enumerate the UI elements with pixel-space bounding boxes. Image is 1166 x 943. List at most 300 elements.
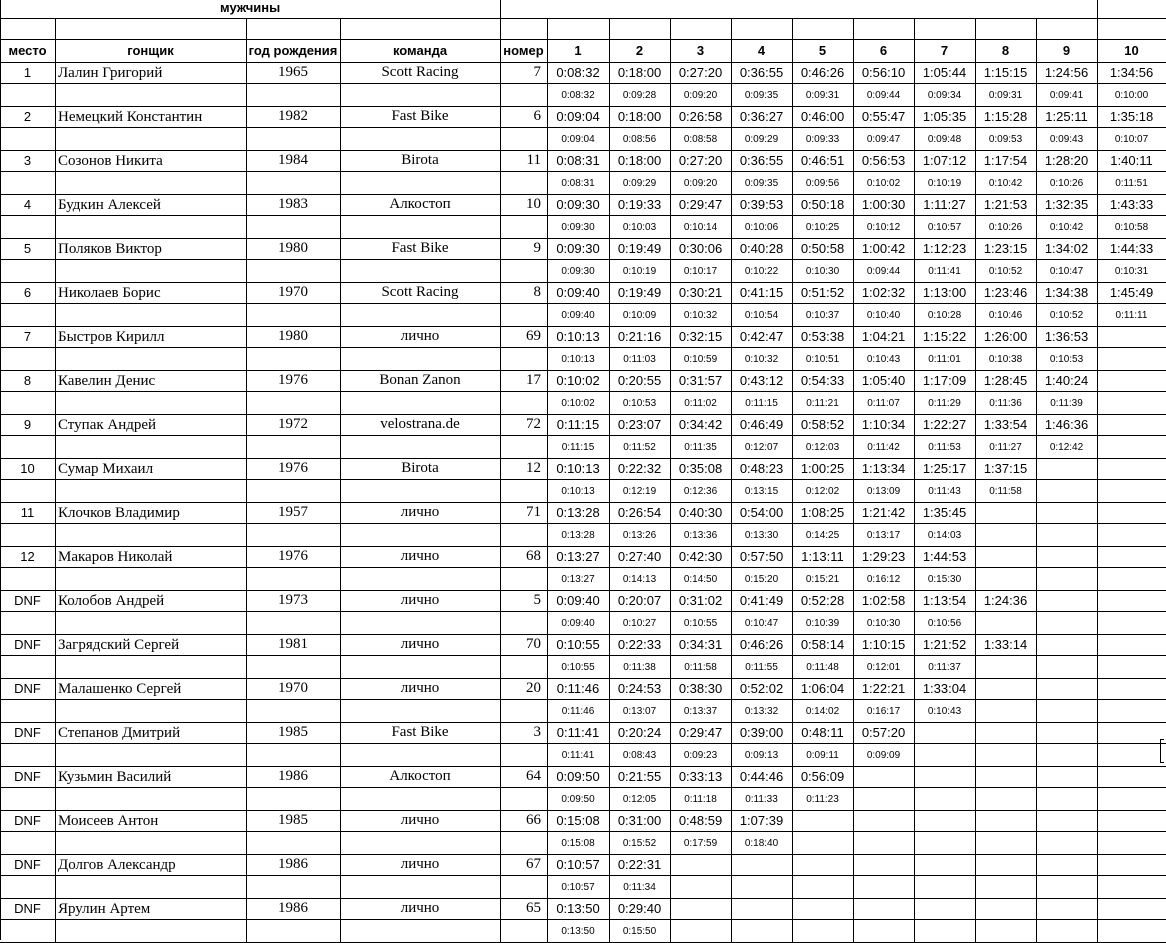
sheet-title[interactable]	[0, 0, 501, 19]
empty-cell[interactable]	[55, 436, 247, 459]
lap-time-cell[interactable]	[609, 84, 671, 107]
empty-cell[interactable]	[914, 899, 976, 920]
team-cell[interactable]	[340, 811, 501, 832]
header-lap[interactable]	[1036, 40, 1098, 63]
empty-cell[interactable]	[975, 788, 1037, 811]
empty-cell[interactable]	[914, 876, 976, 899]
place-cell[interactable]	[0, 371, 56, 392]
cumulative-time-cell[interactable]	[1097, 63, 1166, 84]
lap-time-cell[interactable]	[731, 436, 793, 459]
empty-cell[interactable]	[500, 524, 548, 547]
number-cell[interactable]	[500, 371, 548, 392]
lap-time-cell[interactable]	[914, 568, 976, 591]
cumulative-time-cell[interactable]	[547, 327, 610, 348]
lap-time-cell[interactable]	[670, 84, 732, 107]
cumulative-time-cell[interactable]	[1036, 371, 1098, 392]
cumulative-time-cell[interactable]	[731, 107, 793, 128]
lap-time-cell[interactable]	[853, 744, 915, 767]
empty-cell[interactable]	[340, 260, 501, 283]
empty-cell[interactable]	[340, 304, 501, 327]
cumulative-time-cell[interactable]	[914, 635, 976, 656]
empty-cell[interactable]	[853, 855, 915, 876]
empty-cell[interactable]	[914, 723, 976, 744]
lap-time-cell[interactable]	[670, 304, 732, 327]
lap-time-cell[interactable]	[670, 128, 732, 151]
lap-time-cell[interactable]	[731, 656, 793, 679]
empty-cell[interactable]	[340, 436, 501, 459]
cumulative-time-cell[interactable]	[853, 547, 915, 568]
empty-cell[interactable]	[55, 612, 247, 635]
birth-year-cell[interactable]	[246, 591, 341, 612]
birth-year-cell[interactable]	[246, 371, 341, 392]
empty-cell[interactable]	[0, 216, 56, 239]
empty-cell[interactable]	[0, 260, 56, 283]
cumulative-time-cell[interactable]	[670, 591, 732, 612]
empty-cell[interactable]	[792, 832, 854, 855]
empty-cell[interactable]	[914, 855, 976, 876]
empty-cell[interactable]	[792, 899, 854, 920]
empty-cell[interactable]	[1097, 392, 1166, 415]
lap-time-cell[interactable]	[1036, 172, 1098, 195]
empty-cell[interactable]	[55, 524, 247, 547]
lap-time-cell[interactable]	[731, 304, 793, 327]
empty-cell[interactable]	[500, 172, 548, 195]
empty-cell[interactable]	[731, 855, 793, 876]
lap-time-cell[interactable]	[731, 216, 793, 239]
birth-year-cell[interactable]	[246, 195, 341, 216]
empty-cell[interactable]	[853, 899, 915, 920]
empty-cell[interactable]	[975, 656, 1037, 679]
empty-cell[interactable]	[1036, 480, 1098, 503]
empty-cell[interactable]	[340, 348, 501, 371]
empty-cell[interactable]	[55, 260, 247, 283]
lap-time-cell[interactable]	[609, 568, 671, 591]
lap-time-cell[interactable]	[731, 392, 793, 415]
cumulative-time-cell[interactable]	[670, 415, 732, 436]
lap-time-cell[interactable]	[547, 876, 610, 899]
cumulative-time-cell[interactable]	[792, 767, 854, 788]
empty-cell[interactable]	[975, 855, 1037, 876]
empty-cell[interactable]	[55, 84, 247, 107]
cumulative-time-cell[interactable]	[792, 239, 854, 260]
cumulative-time-cell[interactable]	[853, 723, 915, 744]
empty-cell[interactable]	[340, 876, 501, 899]
cumulative-time-cell[interactable]	[731, 195, 793, 216]
lap-time-cell[interactable]	[547, 656, 610, 679]
lap-time-cell[interactable]	[914, 304, 976, 327]
cumulative-time-cell[interactable]	[609, 151, 671, 172]
empty-cell[interactable]	[731, 899, 793, 920]
cumulative-time-cell[interactable]	[914, 195, 976, 216]
lap-time-cell[interactable]	[731, 172, 793, 195]
cumulative-time-cell[interactable]	[670, 63, 732, 84]
empty-cell[interactable]	[0, 656, 56, 679]
lap-time-cell[interactable]	[670, 744, 732, 767]
cumulative-time-cell[interactable]	[731, 811, 793, 832]
spacer-cell[interactable]	[0, 19, 56, 40]
birth-year-cell[interactable]	[246, 723, 341, 744]
empty-cell[interactable]	[853, 788, 915, 811]
empty-cell[interactable]	[1036, 767, 1098, 788]
empty-cell[interactable]	[975, 876, 1037, 899]
empty-cell[interactable]	[500, 84, 548, 107]
empty-cell[interactable]	[1036, 612, 1098, 635]
lap-time-cell[interactable]	[609, 524, 671, 547]
empty-cell[interactable]	[340, 216, 501, 239]
lap-time-cell[interactable]	[609, 436, 671, 459]
lap-time-cell[interactable]	[792, 656, 854, 679]
number-cell[interactable]	[500, 459, 548, 480]
number-cell[interactable]	[500, 679, 548, 700]
lap-time-cell[interactable]	[914, 524, 976, 547]
cumulative-time-cell[interactable]	[670, 283, 732, 304]
empty-cell[interactable]	[1097, 591, 1166, 612]
cumulative-time-cell[interactable]	[1036, 283, 1098, 304]
cumulative-time-cell[interactable]	[547, 415, 610, 436]
empty-cell[interactable]	[500, 568, 548, 591]
cumulative-time-cell[interactable]	[609, 415, 671, 436]
empty-cell[interactable]	[246, 568, 341, 591]
team-cell[interactable]	[340, 767, 501, 788]
team-cell[interactable]	[340, 723, 501, 744]
empty-cell[interactable]	[1036, 547, 1098, 568]
empty-cell[interactable]	[340, 568, 501, 591]
empty-cell[interactable]	[500, 348, 548, 371]
lap-time-cell[interactable]	[1036, 128, 1098, 151]
cumulative-time-cell[interactable]	[609, 327, 671, 348]
empty-cell[interactable]	[55, 832, 247, 855]
lap-time-cell[interactable]	[609, 128, 671, 151]
empty-cell[interactable]	[1097, 547, 1166, 568]
cumulative-time-cell[interactable]	[731, 547, 793, 568]
lap-time-cell[interactable]	[792, 304, 854, 327]
lap-time-cell[interactable]	[547, 84, 610, 107]
lap-time-cell[interactable]	[731, 348, 793, 371]
empty-cell[interactable]	[340, 524, 501, 547]
empty-cell[interactable]	[1036, 876, 1098, 899]
cumulative-time-cell[interactable]	[731, 151, 793, 172]
empty-cell[interactable]	[1097, 700, 1166, 723]
empty-cell[interactable]	[975, 503, 1037, 524]
empty-cell[interactable]	[246, 260, 341, 283]
empty-cell[interactable]	[1036, 459, 1098, 480]
cumulative-time-cell[interactable]	[547, 283, 610, 304]
cumulative-time-cell[interactable]	[792, 283, 854, 304]
lap-time-cell[interactable]	[792, 172, 854, 195]
cumulative-time-cell[interactable]	[853, 591, 915, 612]
empty-cell[interactable]	[1097, 327, 1166, 348]
cumulative-time-cell[interactable]	[670, 503, 732, 524]
empty-cell[interactable]	[246, 172, 341, 195]
spacer-cell[interactable]	[1036, 19, 1098, 40]
cumulative-time-cell[interactable]	[731, 283, 793, 304]
header-lap[interactable]	[914, 40, 976, 63]
empty-cell[interactable]	[1036, 591, 1098, 612]
place-cell[interactable]	[0, 811, 56, 832]
cumulative-time-cell[interactable]	[670, 459, 732, 480]
empty-cell[interactable]	[1097, 811, 1166, 832]
empty-cell[interactable]	[55, 172, 247, 195]
cumulative-time-cell[interactable]	[975, 151, 1037, 172]
cumulative-time-cell[interactable]	[1036, 415, 1098, 436]
number-cell[interactable]	[500, 195, 548, 216]
cumulative-time-cell[interactable]	[853, 63, 915, 84]
lap-time-cell[interactable]	[914, 436, 976, 459]
birth-year-cell[interactable]	[246, 63, 341, 84]
cumulative-time-cell[interactable]	[914, 327, 976, 348]
empty-cell[interactable]	[1036, 744, 1098, 767]
empty-cell[interactable]	[500, 128, 548, 151]
birth-year-cell[interactable]	[246, 547, 341, 568]
empty-cell[interactable]	[246, 304, 341, 327]
empty-cell[interactable]	[55, 744, 247, 767]
lap-time-cell[interactable]	[853, 612, 915, 635]
lap-time-cell[interactable]	[1097, 260, 1166, 283]
rider-name-cell[interactable]	[55, 63, 247, 84]
empty-cell[interactable]	[246, 524, 341, 547]
lap-time-cell[interactable]	[547, 172, 610, 195]
lap-time-cell[interactable]	[547, 436, 610, 459]
empty-cell[interactable]	[975, 832, 1037, 855]
cumulative-time-cell[interactable]	[731, 723, 793, 744]
lap-time-cell[interactable]	[1036, 348, 1098, 371]
header-lap[interactable]	[670, 40, 732, 63]
cumulative-time-cell[interactable]	[731, 459, 793, 480]
team-cell[interactable]	[340, 239, 501, 260]
lap-time-cell[interactable]	[853, 480, 915, 503]
cumulative-time-cell[interactable]	[670, 107, 732, 128]
empty-cell[interactable]	[340, 84, 501, 107]
lap-time-cell[interactable]	[853, 700, 915, 723]
birth-year-cell[interactable]	[246, 327, 341, 348]
empty-cell[interactable]	[1036, 700, 1098, 723]
birth-year-cell[interactable]	[246, 811, 341, 832]
spacer-cell[interactable]	[975, 19, 1037, 40]
cumulative-time-cell[interactable]	[1036, 107, 1098, 128]
empty-cell[interactable]	[500, 304, 548, 327]
cumulative-time-cell[interactable]	[670, 635, 732, 656]
place-cell[interactable]	[0, 855, 56, 876]
cumulative-time-cell[interactable]	[792, 63, 854, 84]
header-birth-year[interactable]	[246, 40, 341, 63]
empty-cell[interactable]	[340, 480, 501, 503]
cumulative-time-cell[interactable]	[1097, 151, 1166, 172]
lap-time-cell[interactable]	[670, 348, 732, 371]
cumulative-time-cell[interactable]	[731, 679, 793, 700]
cumulative-time-cell[interactable]	[853, 503, 915, 524]
spacer-cell[interactable]	[55, 19, 247, 40]
empty-cell[interactable]	[792, 811, 854, 832]
empty-cell[interactable]	[0, 832, 56, 855]
cumulative-time-cell[interactable]	[1097, 239, 1166, 260]
empty-cell[interactable]	[55, 128, 247, 151]
lap-time-cell[interactable]	[547, 612, 610, 635]
empty-cell[interactable]	[792, 876, 854, 899]
empty-cell[interactable]	[1097, 459, 1166, 480]
empty-cell[interactable]	[500, 260, 548, 283]
empty-cell[interactable]	[853, 876, 915, 899]
cumulative-time-cell[interactable]	[731, 327, 793, 348]
cumulative-time-cell[interactable]	[547, 767, 610, 788]
lap-time-cell[interactable]	[731, 568, 793, 591]
header-rider[interactable]	[55, 40, 247, 63]
birth-year-cell[interactable]	[246, 283, 341, 304]
cumulative-time-cell[interactable]	[609, 195, 671, 216]
cumulative-time-cell[interactable]	[1097, 283, 1166, 304]
cumulative-time-cell[interactable]	[547, 679, 610, 700]
lap-time-cell[interactable]	[547, 700, 610, 723]
cumulative-time-cell[interactable]	[853, 239, 915, 260]
lap-time-cell[interactable]	[792, 700, 854, 723]
cumulative-time-cell[interactable]	[792, 415, 854, 436]
lap-time-cell[interactable]	[609, 612, 671, 635]
empty-cell[interactable]	[55, 216, 247, 239]
empty-cell[interactable]	[246, 436, 341, 459]
place-cell[interactable]	[0, 151, 56, 172]
lap-time-cell[interactable]	[609, 656, 671, 679]
birth-year-cell[interactable]	[246, 459, 341, 480]
cumulative-time-cell[interactable]	[547, 547, 610, 568]
cumulative-time-cell[interactable]	[547, 195, 610, 216]
cumulative-time-cell[interactable]	[670, 371, 732, 392]
birth-year-cell[interactable]	[246, 107, 341, 128]
lap-time-cell[interactable]	[792, 524, 854, 547]
empty-cell[interactable]	[0, 876, 56, 899]
lap-time-cell[interactable]	[792, 568, 854, 591]
rider-name-cell[interactable]	[55, 283, 247, 304]
empty-cell[interactable]	[792, 855, 854, 876]
place-cell[interactable]	[0, 899, 56, 920]
cumulative-time-cell[interactable]	[975, 371, 1037, 392]
lap-time-cell[interactable]	[547, 744, 610, 767]
cumulative-time-cell[interactable]	[609, 459, 671, 480]
team-cell[interactable]	[340, 635, 501, 656]
lap-time-cell[interactable]	[914, 656, 976, 679]
lap-time-cell[interactable]	[853, 392, 915, 415]
team-cell[interactable]	[340, 327, 501, 348]
empty-cell[interactable]	[975, 524, 1037, 547]
empty-cell[interactable]	[1097, 415, 1166, 436]
cumulative-time-cell[interactable]	[914, 63, 976, 84]
empty-cell[interactable]	[1036, 503, 1098, 524]
cumulative-time-cell[interactable]	[609, 371, 671, 392]
lap-time-cell[interactable]	[792, 260, 854, 283]
empty-cell[interactable]	[0, 172, 56, 195]
lap-time-cell[interactable]	[1036, 392, 1098, 415]
number-cell[interactable]	[500, 327, 548, 348]
empty-cell[interactable]	[55, 480, 247, 503]
empty-cell[interactable]	[853, 811, 915, 832]
empty-cell[interactable]	[1036, 635, 1098, 656]
lap-time-cell[interactable]	[1036, 436, 1098, 459]
number-cell[interactable]	[500, 503, 548, 524]
lap-time-cell[interactable]	[792, 480, 854, 503]
cumulative-time-cell[interactable]	[853, 679, 915, 700]
lap-time-cell[interactable]	[1036, 84, 1098, 107]
cumulative-time-cell[interactable]	[914, 503, 976, 524]
empty-cell[interactable]	[0, 304, 56, 327]
lap-time-cell[interactable]	[731, 612, 793, 635]
lap-time-cell[interactable]	[914, 172, 976, 195]
number-cell[interactable]	[500, 107, 548, 128]
number-cell[interactable]	[500, 811, 548, 832]
empty-cell[interactable]	[1036, 723, 1098, 744]
empty-cell[interactable]	[975, 744, 1037, 767]
cumulative-time-cell[interactable]	[547, 723, 610, 744]
number-cell[interactable]	[500, 899, 548, 920]
lap-time-cell[interactable]	[914, 348, 976, 371]
lap-time-cell[interactable]	[609, 744, 671, 767]
lap-time-cell[interactable]	[670, 216, 732, 239]
lap-time-cell[interactable]	[914, 216, 976, 239]
lap-time-cell[interactable]	[914, 128, 976, 151]
cumulative-time-cell[interactable]	[975, 283, 1037, 304]
lap-time-cell[interactable]	[792, 216, 854, 239]
header-lap[interactable]	[731, 40, 793, 63]
team-cell[interactable]	[340, 151, 501, 172]
cumulative-time-cell[interactable]	[670, 547, 732, 568]
lap-time-cell[interactable]	[914, 612, 976, 635]
cumulative-time-cell[interactable]	[914, 151, 976, 172]
empty-cell[interactable]	[500, 700, 548, 723]
empty-cell[interactable]	[1097, 899, 1166, 920]
lap-time-cell[interactable]	[914, 700, 976, 723]
empty-cell[interactable]	[670, 855, 732, 876]
cumulative-time-cell[interactable]	[1036, 151, 1098, 172]
empty-cell[interactable]	[246, 348, 341, 371]
empty-cell[interactable]	[1097, 679, 1166, 700]
team-cell[interactable]	[340, 591, 501, 612]
cumulative-time-cell[interactable]	[792, 151, 854, 172]
place-cell[interactable]	[0, 503, 56, 524]
cumulative-time-cell[interactable]	[792, 635, 854, 656]
empty-cell[interactable]	[975, 767, 1037, 788]
empty-cell[interactable]	[340, 128, 501, 151]
cumulative-time-cell[interactable]	[609, 239, 671, 260]
header-number[interactable]	[500, 40, 548, 63]
empty-cell[interactable]	[670, 876, 732, 899]
lap-time-cell[interactable]	[731, 788, 793, 811]
empty-cell[interactable]	[500, 656, 548, 679]
lap-time-cell[interactable]	[792, 436, 854, 459]
cumulative-time-cell[interactable]	[547, 591, 610, 612]
lap-time-cell[interactable]	[1097, 304, 1166, 327]
empty-cell[interactable]	[0, 348, 56, 371]
empty-cell[interactable]	[0, 480, 56, 503]
empty-cell[interactable]	[340, 700, 501, 723]
empty-cell[interactable]	[340, 612, 501, 635]
cumulative-time-cell[interactable]	[792, 679, 854, 700]
rider-name-cell[interactable]	[55, 767, 247, 788]
lap-time-cell[interactable]	[853, 656, 915, 679]
lap-time-cell[interactable]	[670, 832, 732, 855]
empty-cell[interactable]	[1097, 371, 1166, 392]
cumulative-time-cell[interactable]	[547, 151, 610, 172]
cumulative-time-cell[interactable]	[853, 635, 915, 656]
lap-time-cell[interactable]	[547, 304, 610, 327]
lap-time-cell[interactable]	[731, 700, 793, 723]
empty-cell[interactable]	[975, 723, 1037, 744]
cumulative-time-cell[interactable]	[670, 811, 732, 832]
lap-time-cell[interactable]	[1097, 216, 1166, 239]
cumulative-time-cell[interactable]	[914, 239, 976, 260]
cumulative-time-cell[interactable]	[792, 327, 854, 348]
empty-cell[interactable]	[55, 348, 247, 371]
empty-cell[interactable]	[55, 876, 247, 899]
lap-time-cell[interactable]	[914, 260, 976, 283]
birth-year-cell[interactable]	[246, 899, 341, 920]
cumulative-time-cell[interactable]	[670, 723, 732, 744]
